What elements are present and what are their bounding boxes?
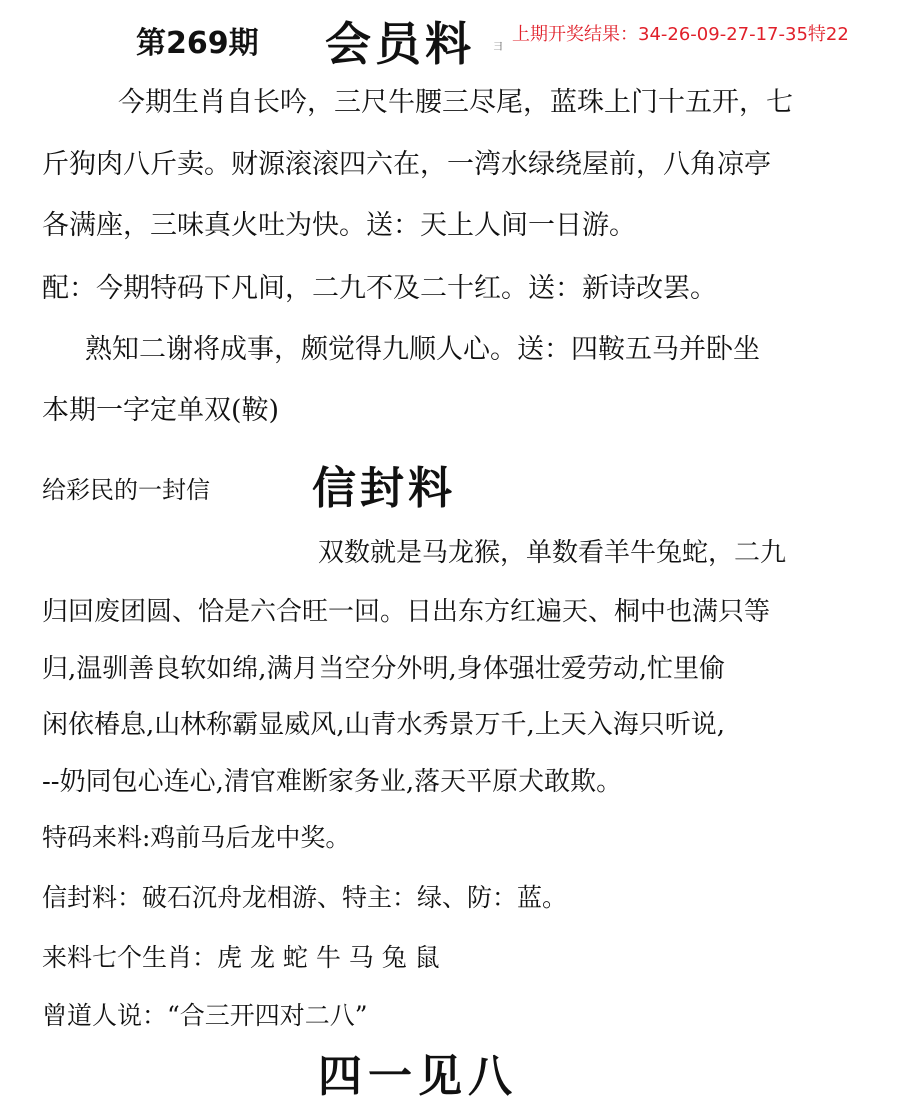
letter-material-line: 信封料：破石沉舟龙相游、特主：绿、防：蓝。 [42, 883, 568, 912]
poem-line-6: 本期一字定单双(鞍) [42, 395, 280, 426]
final-phrase: 四一见八 [318, 1051, 518, 1102]
seven-zodiac-line: 来料七个生肖：虎 龙 蛇 牛 马 兔 鼠 [42, 943, 440, 972]
letter-line-4: 闲依椿息,山林称霸显威风,山青水秀景万千,上天入海只听说, [42, 710, 726, 740]
poem-line-4: 配：今期特码下凡间，二九不及二十红。送：新诗改罢。 [42, 273, 717, 304]
letter-line-5: --奶同包心连心,清官难断家务业,落天平原犬敢欺。 [42, 767, 623, 797]
letter-line-1: 双数就是马龙猴，单数看羊牛兔蛇，二九 [318, 538, 787, 568]
poem-line-2: 斤狗肉八斤卖。财源滚滚四六在，一湾水绿绕屋前，八角凉亭 [42, 149, 771, 180]
poem-line-3: 各满座，三味真火吐为快。送：天上人间一日游。 [42, 210, 636, 241]
special-code-line: 特码来料:鸡前马后龙中奖。 [42, 823, 351, 852]
last-result: 上期开奖结果：34-26-09-27-17-35特22 [512, 24, 849, 45]
letter-line-2: 归回废团圆、恰是六合旺一回。日出东方红遍天、桐中也满只等 [42, 597, 771, 627]
issue-number: 第269期 [136, 26, 259, 61]
tiny-mark: 彐 [493, 42, 503, 53]
taoist-saying-line: 曾道人说：“合三开四对二八” [42, 1001, 368, 1030]
letter-subtitle: 给彩民的一封信 [42, 476, 210, 504]
member-title: 会员料 [325, 17, 475, 71]
poem-line-5: 熟知二谢将成事，颇觉得九顺人心。送：四鞍五马并卧坐 [85, 334, 760, 365]
poem-line-1: 今期生肖自长吟，三尺牛腰三尽尾，蓝珠上门十五开，七 [118, 87, 793, 118]
letter-title: 信封料 [312, 463, 456, 514]
letter-line-3: 归,温驯善良软如绵,满月当空分外明,身体强壮爱劳动,忙里偷 [42, 654, 726, 684]
